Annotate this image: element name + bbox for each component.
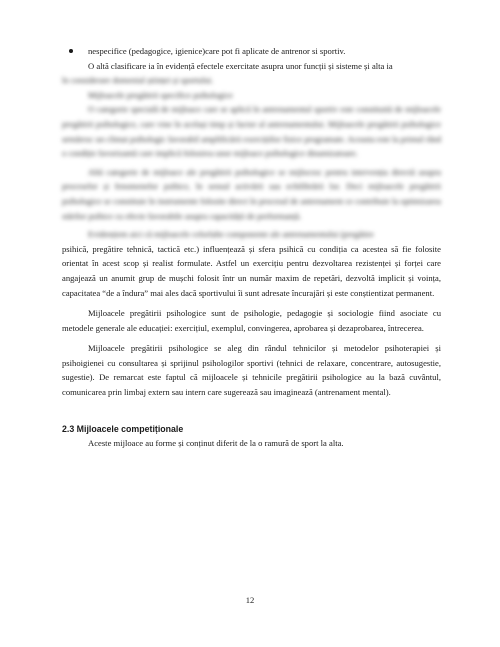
blurred-subtitle: Mijloacele pregătirii specifice psihologice	[88, 89, 233, 100]
bullet-item-text: nespecifice (pedagogice, igienice)care pot fi aplicate de antrenor si sportiv.	[88, 46, 346, 56]
classification-paragraph: O altă clasificare ia în evidență efectele exercitate asupra unor funcții și sisteme și alta ia	[88, 60, 393, 71]
page-number: 12	[245, 595, 255, 605]
body-paragraph: Mijloacele pregătirii psihologice se aleg din rândul tehnicilor și metodelor psihoterapiei și psihoigienei cu consultarea și sprijinul psihologilor sportivi (tehnici de relaxare, concentrare, autosugestie, sugestie). De remarcat este faptul că mijloacele și tehnicile pregătirii psihologice au la bază cuvântul, comunicarea prin limbaj extern sau intern care sugerează sau imaginează (antrenament mental).	[62, 343, 441, 398]
bullet-list-item	[62, 44, 441, 59]
blurred-paragraph: Altă categorie de mijloace ale pregătirii psihologice se mijlocesc pentru intervenția directă asupra proceselor și fenomenelor psihice, în sensul activării sau echilibrării lor. Deci mijloacele pregătirii psihologice se constituie în instrumente folosite direct în procesul de antrenament ce contribuie la optimizarea stărilor psihice cu efecte favorabile asupra capacității de performanță.	[62, 166, 441, 221]
blurred-paragraph-start: Evidențiem aici că mijloacele celorlalte componente ale antrenamentului (pregătire	[88, 229, 374, 240]
body-paragraph: psihică, pregătire tehnică, tactică etc.) influențează și sfera psihică cu condiția ca acestea să fie folosite orientat în acest scop și realist formulate. Astfel un exercițiu pentru dezvoltarea rezistenței și forței care angajează un anumit grup de mușchi folosit într un număr maxim de repetări, dezvoltă implicit și voința, capacitatea “de a îndura” mai ales dacă sportivului îi sunt adresate încurajări și este conștientizat permanent.	[62, 243, 441, 298]
blurred-paragraph: O categorie specială de mijloace care se aplică în antrenamentul sportiv este constituită de mijloacele pregătirii psihologice, care vine în același timp și factor al antrenamentului. Mijloacele pregătirii psihologice urmăresc un climat psihologic favorabil amplificării exercițiilor fizice programate. Aceasta este la primul rând o condiție favorizantă care implică folosirea unor mijloace psihologice dinamizatoare.	[62, 104, 441, 159]
bullet-icon	[69, 49, 73, 53]
page-content	[62, 44, 441, 451]
section-heading: 2.3 Mijloacele competiționale	[62, 423, 184, 434]
body-paragraph: Mijloacele pregătirii psihologice sunt de psihologie, pedagogie și sociologie fiind asociate cu metodele generale ale educației: exercițiul, exemplul, convingerea, aprobarea și dezaprobarea, întrecerea.	[62, 308, 441, 333]
blurred-paragraph: în considerare domeniul științei și sportului.	[62, 75, 214, 86]
body-paragraph: Aceste mijloace au forme și conținut diferit de la o ramură de sport la alta.	[88, 438, 344, 449]
